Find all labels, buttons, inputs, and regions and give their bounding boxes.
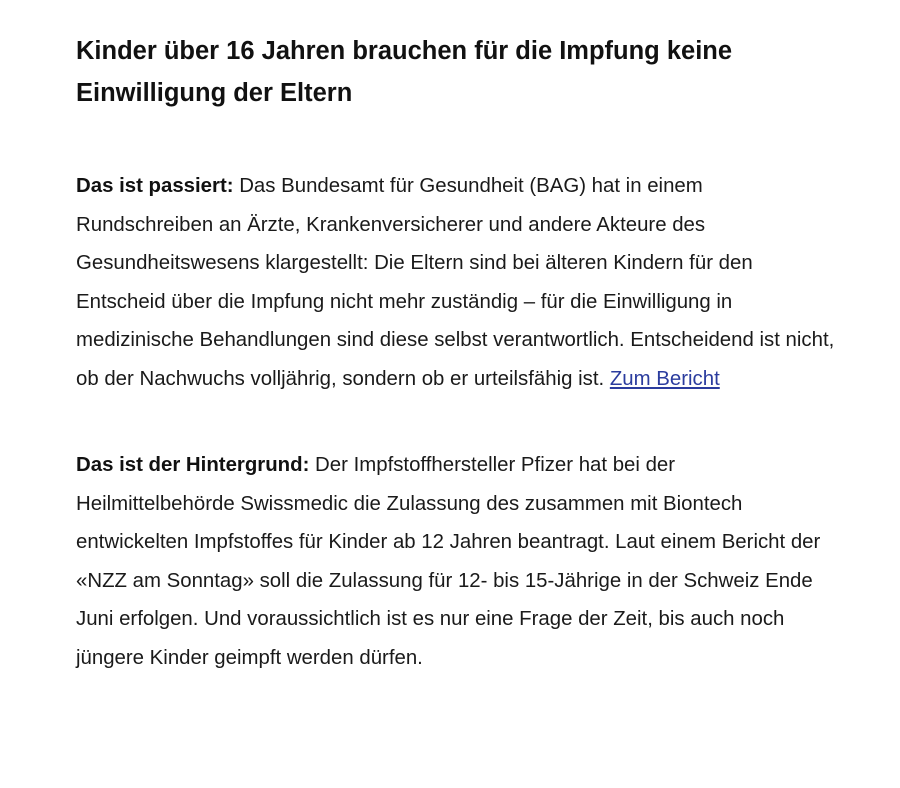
paragraph-lead: Das ist passiert: bbox=[76, 175, 234, 197]
paragraph-text: Der Impfstoffhersteller Pfizer hat bei der Heilmittelbehörde Swissmedic die Zulassung des zusammen mit Biontech entwickelten Impfstoffes für Kinder ab 12 Jahren beantragt. Laut einem Bericht der «NZZ am Sonntag» soll die Zulassung für 12- bis 15-Jährige in der Schweiz Ende Juni erfolgen. Und voraussichtlich ist es nur eine Frage der Zeit, bis auch noch jüngere Kinder geimpft werden dürfen. bbox=[76, 454, 821, 669]
paragraph-what-happened bbox=[76, 167, 836, 398]
article bbox=[76, 30, 836, 677]
article-headline: Kinder über 16 Jahren brauchen für die Impfung keine Einwilligung der Eltern bbox=[76, 37, 733, 107]
paragraph-text: Das Bundesamt für Gesundheit (BAG) hat in einem Rundschreiben an Ärzte, Krankenversicherer und andere Akteure des Gesundheitswesens klargestellt: Die Eltern sind bei älteren Kindern für den Entscheid über die Impfung nicht mehr zuständig – für die Einwilligung in medizinische Behandlungen sind diese selbst verantwortlich. Entscheidend ist nicht, ob der Nachwuchs volljährig, sondern ob er urteilsfähig ist. bbox=[76, 175, 835, 390]
report-link[interactable]: Zum Bericht bbox=[609, 367, 720, 390]
paragraph-background bbox=[76, 446, 836, 677]
paragraph-lead: Das ist der Hintergrund: bbox=[76, 454, 310, 476]
